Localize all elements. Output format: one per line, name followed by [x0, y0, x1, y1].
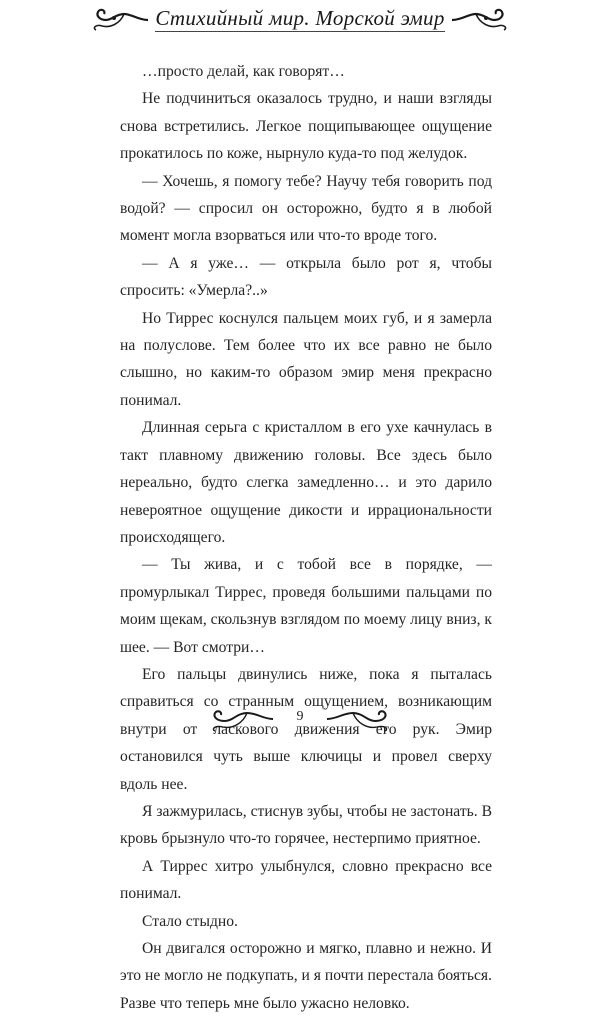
page-number: 9 — [296, 709, 304, 724]
paragraph: Его пальцы двинулись ниже, пока я пыталась справиться со странным ощущением, возникающим внутри от ласкового движения его рук. Эмир остановился чуть выше ключицы и провел сверху вдоль нее. — [120, 665, 492, 793]
paragraph: — А я уже… — открыла было рот я, чтобы спросить: «Умерла?..» — [120, 254, 492, 300]
running-header — [0, 0, 600, 44]
paragraph: А Тиррес хитро улыбнулся, словно прекрасно все понимал. — [120, 857, 492, 903]
paragraph: Длинная серьга с кристаллом в его ухе качнулась в такт плавному движению головы. Все здесь было нереально, будто слегка замедленно… и это дарило невероятное ощущение дикости и иррациональности происходящего. — [120, 419, 492, 546]
footer-right-flourish-icon — [325, 707, 395, 733]
paragraph: Не подчиниться оказалось трудно, и наши взгляды снова встретились. Легкое пощипывающее ощущение прокатилось по коже, нырнуло куда-то под желудок. — [120, 90, 492, 163]
paragraph: — Хочешь, я помогу тебе? Научу тебя говорить под водой? — спросил он осторожно, будто я в любой момент могла взорваться или что-то вроде того. — [120, 172, 492, 245]
running-title: Стихийный мир. Морской эмир — [155, 6, 445, 30]
page-footer — [0, 705, 600, 745]
body-text — [120, 58, 492, 1012]
paragraph: Он двигался осторожно и мягко, плавно и нежно. И это не могло не подкупать, и я почти перестала бояться. Разве что теперь мне было ужасно неловко. — [120, 940, 492, 1012]
footer-left-flourish-icon — [205, 707, 275, 733]
right-flourish-ornament-icon — [450, 6, 512, 32]
paragraph: …просто делай, как говорят… — [142, 63, 345, 80]
paragraph: Я зажмурилась, стиснув зубы, чтобы не застонать. В кровь брызнуло что-то горячее, нестерпимо приятное. — [120, 802, 492, 848]
paragraph: Стало стыдно. — [142, 912, 238, 930]
header-rule — [155, 31, 445, 32]
paragraph: Но Тиррес коснулся пальцем моих губ, и я замерла на полуслове. Тем более что их все равно не было слышно, но каким-то образом эмир меня прекрасно понимал. — [120, 309, 492, 409]
left-flourish-ornament-icon — [88, 6, 150, 32]
paragraph: — Ты жива, и с тобой все в порядке, — промурлыкал Тиррес, проведя большими пальцами по моим щекам, скользнув взглядом по моему лицу вниз, к шее. — Вот смотри… — [120, 556, 492, 656]
